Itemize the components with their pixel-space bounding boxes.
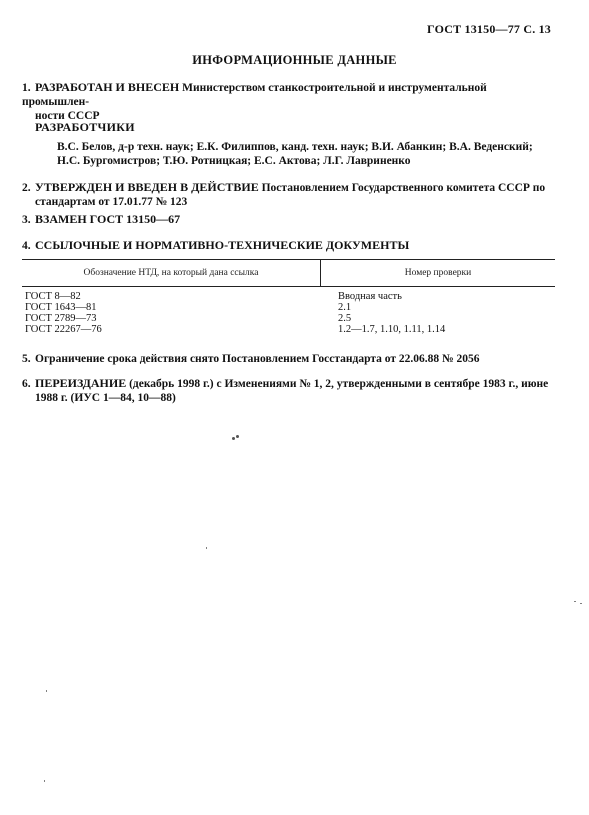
section-3-lead: ВЗАМЕН ГОСТ 13150—67 [35,212,181,226]
section-2-text-cont: стандартам от 17.01.77 № 123 [35,196,188,208]
table-cell: 1.2—1.7, 1.10, 1.11, 1.14 [338,324,446,335]
section-1-text: Министерством станкостроительной и инструментальной промышлен- [22,82,487,108]
table-column-check [320,291,555,335]
section-1-number: 1. [22,82,31,94]
section-4-lead: ССЫЛОЧНЫЕ И НОРМАТИВНО-ТЕХНИЧЕСКИЕ ДОКУМЕНТЫ [35,238,410,252]
table-cell: ГОСТ 2789—73 [25,313,97,324]
table-header-ntd: Обозначение НТД, на который дана ссылка [22,260,321,286]
scan-speck [44,780,45,782]
developers-line-2: Н.С. Бургомистров; Т.Ю. Ротницкая; Е.С. Актова; Л.Г. Лавриненко [57,155,411,167]
page-title: ИНФОРМАЦИОННЫЕ ДАННЫЕ [192,53,397,67]
section-6-text-cont: 1988 г. (ИУС 1—84, 10—88) [35,392,176,404]
section-4-number: 4. [22,240,31,252]
scan-speck [46,690,47,692]
table-cell: Вводная часть [338,291,402,302]
section-1 [22,80,552,123]
section-2 [22,180,552,209]
scan-speck [580,603,582,604]
scan-speck [236,435,239,438]
table-header-check: Номер проверки [404,268,472,278]
scan-speck [574,601,576,602]
section-3-number: 3. [22,214,31,226]
page-header: ГОСТ 13150—77 С. 13 [427,22,551,36]
reference-table [22,259,555,335]
table-body [22,287,555,335]
table-cell: ГОСТ 1643—81 [25,302,97,313]
section-6 [22,376,552,405]
scan-speck [206,547,207,549]
scan-speck [232,437,235,440]
section-4 [22,238,552,253]
table-cell: ГОСТ 8—82 [25,291,81,302]
section-5 [22,352,552,366]
section-3 [22,212,552,227]
table-cell: 2.1 [338,302,352,313]
section-2-text: Постановлением Государственного комитета СССР по [261,182,546,194]
table-column-ntd [22,291,320,335]
section-6-text: (декабрь 1998 г.) с Изменениями № 1, 2, утвержденными в сентябре 1983 г., июне [129,378,549,390]
section-1-text-cont: ности СССР [35,110,100,122]
developers-line-1: В.С. Белов, д-р техн. наук; Е.К. Филиппов, канд. техн. наук; В.И. Абанкин; В.А. Веденский; [57,141,533,153]
table-cell: 2.5 [338,313,352,324]
section-2-number: 2. [22,182,31,194]
section-2-lead: УТВЕРЖДЕН И ВВЕДЕН В ДЕЙСТВИЕ [35,180,259,194]
section-6-number: 6. [22,378,31,390]
section-6-lead: ПЕРЕИЗДАНИЕ [35,376,127,390]
table-header-row [22,260,555,286]
section-5-text: Ограничение срока действия снято Постановлением Госстандарта от 22.06.88 № 2056 [35,353,480,365]
section-1-lead: РАЗРАБОТАН И ВНЕСЕН [35,80,180,94]
section-5-number: 5. [22,353,31,365]
developers-heading: РАЗРАБОТЧИКИ [35,120,135,134]
developers-list [57,140,557,168]
table-cell: ГОСТ 22267—76 [25,324,102,335]
